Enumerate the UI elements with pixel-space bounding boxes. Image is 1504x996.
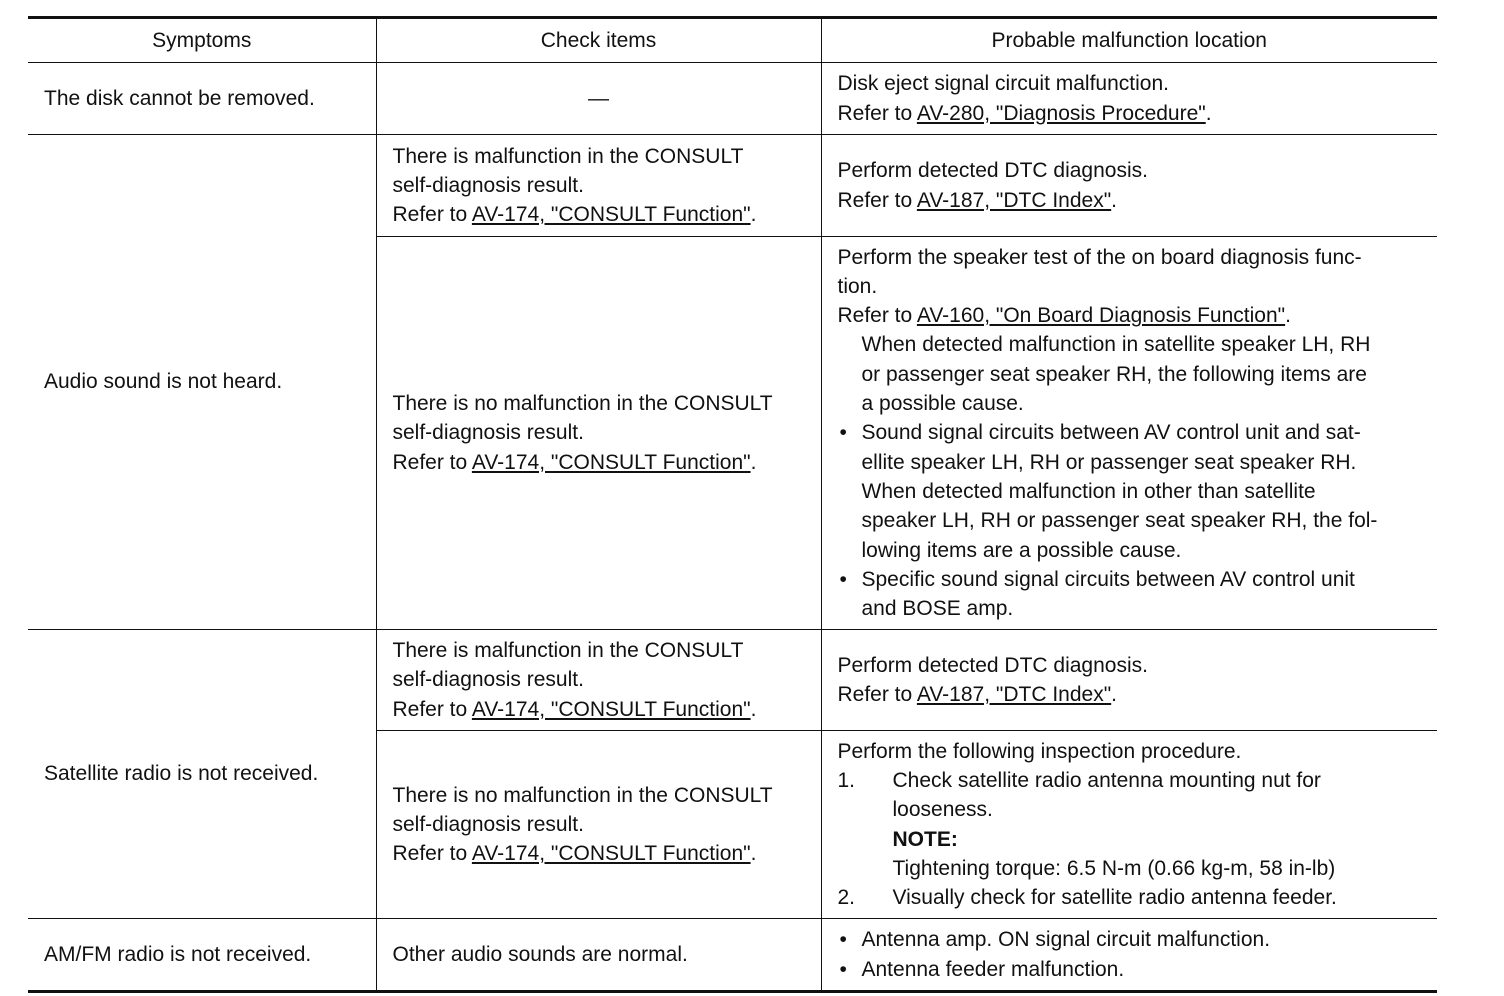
reference-link[interactable]: AV-174, "CONSULT Function" (471, 697, 751, 721)
refer-suffix: . (750, 203, 757, 227)
refer-suffix: . (1285, 304, 1291, 328)
check-text: self-diagnosis result. (392, 173, 584, 197)
reference-line (838, 680, 1438, 709)
check-text: There is malfunction in the CONSULT (392, 144, 744, 168)
refer-prefix: Refer to (837, 101, 917, 125)
location-text: Perform detected DTC diagnosis. (837, 653, 1148, 677)
reference-line (838, 99, 1438, 128)
table-row (28, 630, 1437, 731)
refer-suffix: . (1111, 683, 1118, 706)
check-text: self-diagnosis result. (392, 421, 584, 445)
location-text: Perform the speaker test of the on board diagnosis func- (837, 245, 1362, 269)
check-cell: Other audio sounds are normal. (376, 919, 821, 992)
reference-link[interactable]: AV-187, "DTC Index" (916, 683, 1112, 706)
reference-line (393, 200, 821, 229)
bullet-continuation: ellite speaker LH, RH or passenger seat speaker RH. (861, 450, 1357, 474)
location-text: tion. (837, 274, 878, 298)
reference-line (393, 839, 821, 868)
header-check-items: Check items (376, 18, 821, 63)
location-text: Disk eject signal circuit malfunction. (837, 72, 1169, 96)
check-text: self-diagnosis result. (392, 668, 584, 692)
note-text: a possible cause. (861, 392, 1024, 416)
note-text: Tightening torque: 6.5 N-m (0.66 kg-m, 58 in-lb) (892, 856, 1336, 880)
note-text: or passenger seat speaker RH, the following items are (861, 362, 1367, 386)
location-cell (821, 731, 1437, 919)
step-text: Visually check for satellite radio antenna feeder. (892, 886, 1337, 910)
refer-prefix: Refer to (392, 203, 472, 227)
symptom-cell: Audio sound is not heard. (28, 135, 376, 630)
check-text: There is malfunction in the CONSULT (392, 639, 744, 663)
step-number: 2. (837, 886, 856, 910)
location-cell (821, 135, 1437, 237)
step-text: Check satellite radio antenna mounting nut for (892, 768, 1321, 792)
step-item (838, 883, 1438, 912)
location-text: Perform detected DTC diagnosis. (837, 159, 1148, 183)
symptom-cell: AM/FM radio is not received. (28, 919, 376, 992)
check-cell (376, 237, 821, 630)
bullet-item: • Antenna feeder malfunction. (838, 955, 1438, 984)
table-row (28, 63, 1437, 135)
check-cell (376, 135, 821, 237)
header-symptoms: Symptoms (28, 18, 376, 63)
header-probable-location: Probable malfunction location (821, 18, 1437, 63)
note-text: When detected malfunction in satellite speaker LH, RH (861, 333, 1371, 357)
reference-line (393, 695, 821, 724)
bullet-continuation: and BOSE amp. (861, 597, 1014, 621)
check-text: There is no malfunction in the CONSULT (392, 783, 773, 807)
reference-link[interactable]: AV-174, "CONSULT Function" (471, 203, 751, 227)
table-row (28, 135, 1437, 237)
reference-link[interactable]: AV-280, "Diagnosis Procedure" (916, 101, 1206, 125)
refer-suffix: . (750, 842, 757, 866)
refer-suffix: . (750, 450, 757, 474)
note-text: lowing items are a possible cause. (861, 538, 1182, 562)
refer-suffix: . (1111, 188, 1118, 212)
step-number: 1. (837, 768, 856, 792)
reference-line (393, 448, 821, 477)
refer-prefix: Refer to (392, 697, 472, 721)
step-item (838, 766, 1438, 795)
table-row (28, 919, 1437, 992)
refer-suffix: . (1205, 101, 1212, 125)
refer-prefix: Refer to (392, 450, 472, 474)
bullet-item: • Antenna amp. ON signal circuit malfunction. (838, 925, 1438, 954)
refer-prefix: Refer to (837, 188, 917, 212)
note-text: When detected malfunction in other than satellite (861, 479, 1316, 503)
note-label: NOTE: (892, 827, 958, 851)
reference-link[interactable]: AV-187, "DTC Index" (916, 188, 1112, 212)
refer-prefix: Refer to (837, 683, 917, 706)
check-text: There is no malfunction in the CONSULT (392, 392, 773, 416)
bullet-item: • Sound signal circuits between AV control unit and sat- (838, 418, 1438, 447)
check-cell: — (376, 63, 821, 135)
symptom-cell: Satellite radio is not received. (28, 630, 376, 919)
location-cell (821, 237, 1437, 630)
reference-link[interactable]: AV-174, "CONSULT Function" (471, 842, 751, 866)
refer-prefix: Refer to (837, 304, 917, 328)
check-text: self-diagnosis result. (392, 812, 584, 836)
note-text: speaker LH, RH or passenger seat speaker RH, the fol- (861, 509, 1378, 533)
symptom-cell: The disk cannot be removed. (28, 63, 376, 135)
table-header-row (28, 18, 1437, 63)
check-cell (376, 630, 821, 731)
reference-line (838, 301, 1438, 330)
diagnosis-table (28, 16, 1437, 993)
reference-link[interactable]: AV-160, "On Board Diagnosis Function" (916, 304, 1286, 328)
bullet-item: • Specific sound signal circuits between AV control unit (838, 565, 1438, 594)
location-text: Perform the following inspection procedure. (837, 739, 1242, 763)
reference-link[interactable]: AV-174, "CONSULT Function" (471, 450, 751, 474)
location-cell (821, 630, 1437, 731)
reference-line (838, 186, 1438, 215)
location-cell (821, 63, 1437, 135)
refer-suffix: . (750, 697, 757, 721)
step-continuation: looseness. (892, 798, 993, 822)
check-cell (376, 731, 821, 919)
location-cell (821, 919, 1437, 992)
refer-prefix: Refer to (392, 842, 472, 866)
